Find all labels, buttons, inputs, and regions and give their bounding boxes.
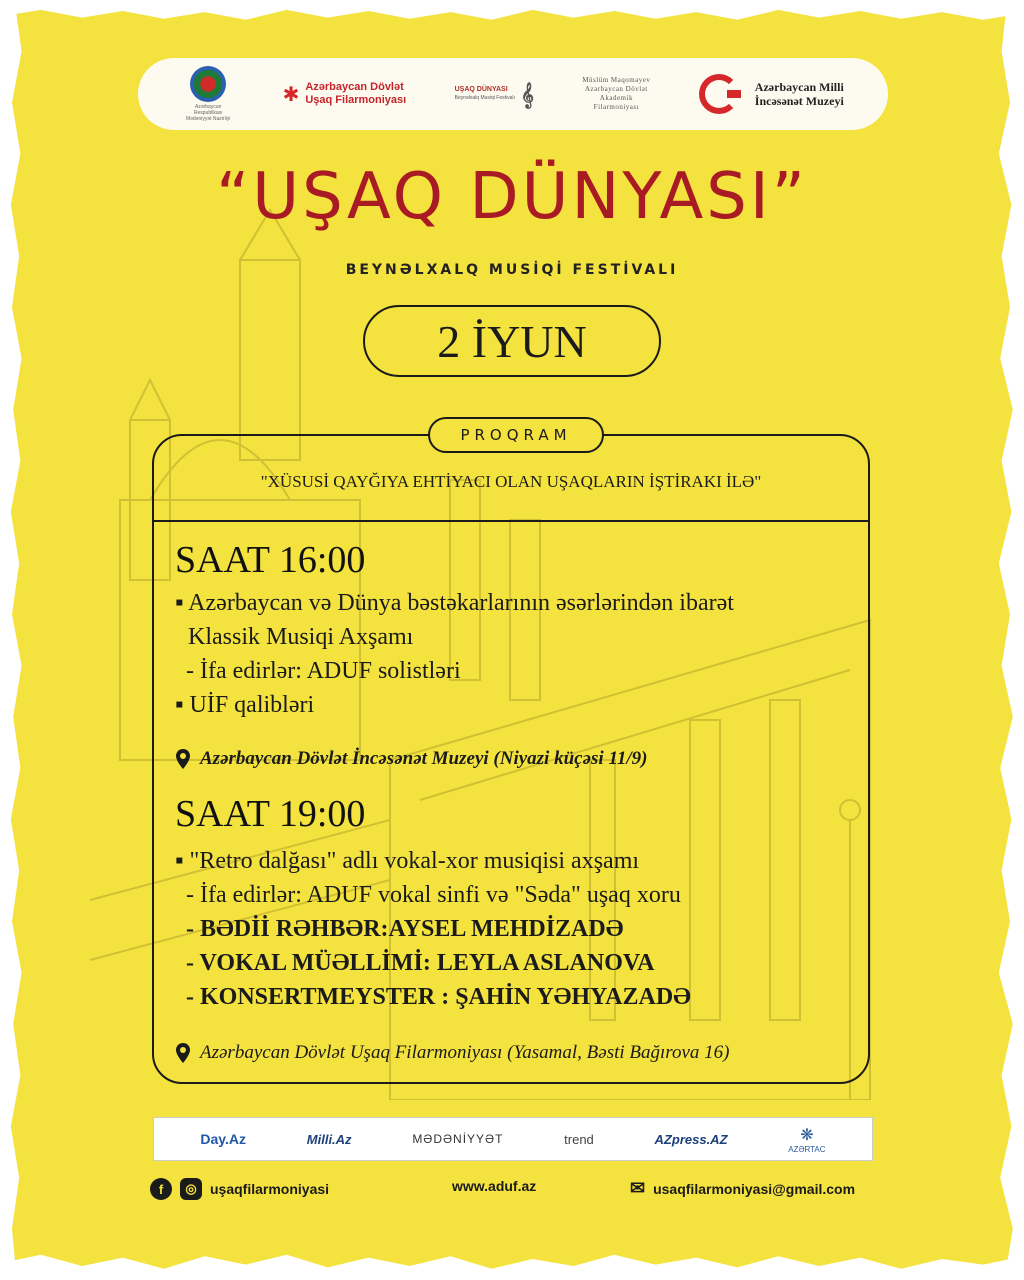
- media-medeniyyet: MƏDƏNİYYƏT: [412, 1132, 504, 1146]
- session1-line2: Klassik Musiqi Axşamı: [188, 624, 414, 650]
- media-trend: trend: [564, 1131, 594, 1147]
- social-handle[interactable]: uşaqfilarmoniyasi: [210, 1181, 330, 1197]
- state-emblem-icon: [190, 66, 226, 102]
- azertac-icon: ❋: [800, 1126, 814, 1144]
- media-milliaz: Milli.Az: [306, 1131, 352, 1147]
- session1-line3: - İfa edirlər: ADUF solistləri: [186, 658, 461, 684]
- instagram-icon[interactable]: ◎: [180, 1178, 202, 1200]
- program-divider: [152, 520, 870, 522]
- partner-logo-bar: [138, 58, 888, 130]
- museum-name-line2: İncəsənət Muzeyi: [754, 94, 844, 108]
- session2-venue-text: Azərbaycan Dövlət Uşaq Filarmoniyası (Yasamal, Bəsti Bağırova 16): [200, 1042, 730, 1063]
- media-azertac: [788, 1125, 825, 1154]
- session2-time: SAAT 19:00: [175, 793, 366, 835]
- philharmonic-logo: [582, 76, 650, 112]
- children-figures-icon: ✱: [282, 82, 300, 106]
- special-note: "XÜSUSİ QAYĞIYA EHTİYACI OLAN UŞAQLARIN İŞTİRAKI İLƏ": [260, 472, 762, 491]
- session1-venue: [176, 748, 648, 770]
- session2-line1: ▪ "Retro dalğası" adlı vokal-xor musiqisi axşamı: [175, 848, 640, 874]
- website-link[interactable]: www.aduf.az: [452, 1178, 537, 1194]
- location-pin-icon: [176, 1043, 190, 1063]
- media-dayaz: Day.Az: [200, 1131, 247, 1147]
- philharmonic-line2: Azərbaycan Dövlət: [585, 85, 648, 93]
- session2-line4: - VOKAL MÜƏLLİMİ: LEYLA ASLANOVA: [186, 950, 655, 976]
- mail-icon: ✉: [630, 1178, 646, 1198]
- museum-mark-icon: [699, 74, 739, 114]
- philharmonic-line1: Müslüm Maqomayev: [582, 76, 651, 84]
- session2-venue: [176, 1042, 730, 1064]
- session1-line4: ▪ UİF qalibləri: [175, 692, 315, 718]
- philharmonic-line3: Akademik: [599, 94, 633, 102]
- ministry-caption: Azərbaycan Respublikası Mədəniyyət Nazirliyi: [185, 104, 231, 122]
- footer-email: [630, 1178, 855, 1199]
- session1-time: SAAT 16:00: [175, 539, 366, 581]
- festival-logo-caption: Beynəlxalq Musiqi Festivalı: [454, 95, 515, 101]
- aduf-name-line2: Uşaq Filarmoniyası: [305, 94, 407, 106]
- media-azpress: AZpress.AZ: [654, 1131, 728, 1147]
- aduf-logo: [283, 81, 407, 107]
- festival-logo: [454, 81, 534, 107]
- email-link[interactable]: usaqfilarmoniyasi@gmail.com: [653, 1180, 856, 1197]
- harp-icon: 𝄞: [520, 81, 534, 107]
- azertac-label: AZƏRTAC: [788, 1144, 826, 1154]
- session1-line1: ▪ Azərbaycan və Dünya bəstəkarlarının əsərlərindən ibarət: [175, 590, 734, 616]
- program-label: PROQRAM: [428, 417, 604, 453]
- aduf-name-line1: Azərbaycan Dövlət: [305, 81, 404, 93]
- ministry-logo: [182, 66, 234, 122]
- session2-line2: - İfa edirlər: ADUF vokal sinfi və "Səda" uşaq xoru: [186, 882, 681, 908]
- torn-edge-top: [0, 0, 1024, 22]
- museum-logo: [699, 74, 844, 114]
- session1-venue-text: Azərbaycan Dövlət İncəsənət Muzeyi (Niyazi küçəsi 11/9): [200, 748, 648, 769]
- media-partners-bar: [153, 1117, 873, 1161]
- location-pin-icon: [176, 749, 190, 769]
- museum-name-line1: Azərbaycan Milli: [754, 80, 844, 94]
- festival-title: “UŞAQ DÜNYASI”: [216, 160, 808, 234]
- event-date: 2 İYUN: [363, 305, 661, 377]
- torn-edge-bottom: [0, 1252, 1024, 1280]
- footer-website: [452, 1178, 536, 1194]
- festival-logo-name: UŞAQ DÜNYASI: [454, 86, 508, 93]
- philharmonic-line4: Filarmoniyası: [593, 103, 640, 111]
- festival-subtitle: BEYNƏLXALQ MUSİQİ FESTİVALI: [345, 262, 679, 278]
- footer-social: [150, 1178, 329, 1200]
- session2-line3: - BƏDİİ RƏHBƏR:AYSEL MEHDİZADƏ: [186, 916, 624, 942]
- facebook-icon[interactable]: f: [150, 1178, 172, 1200]
- session2-line5: - KONSERTMEYSTER : ŞAHİN YƏHYAZADƏ: [186, 984, 691, 1010]
